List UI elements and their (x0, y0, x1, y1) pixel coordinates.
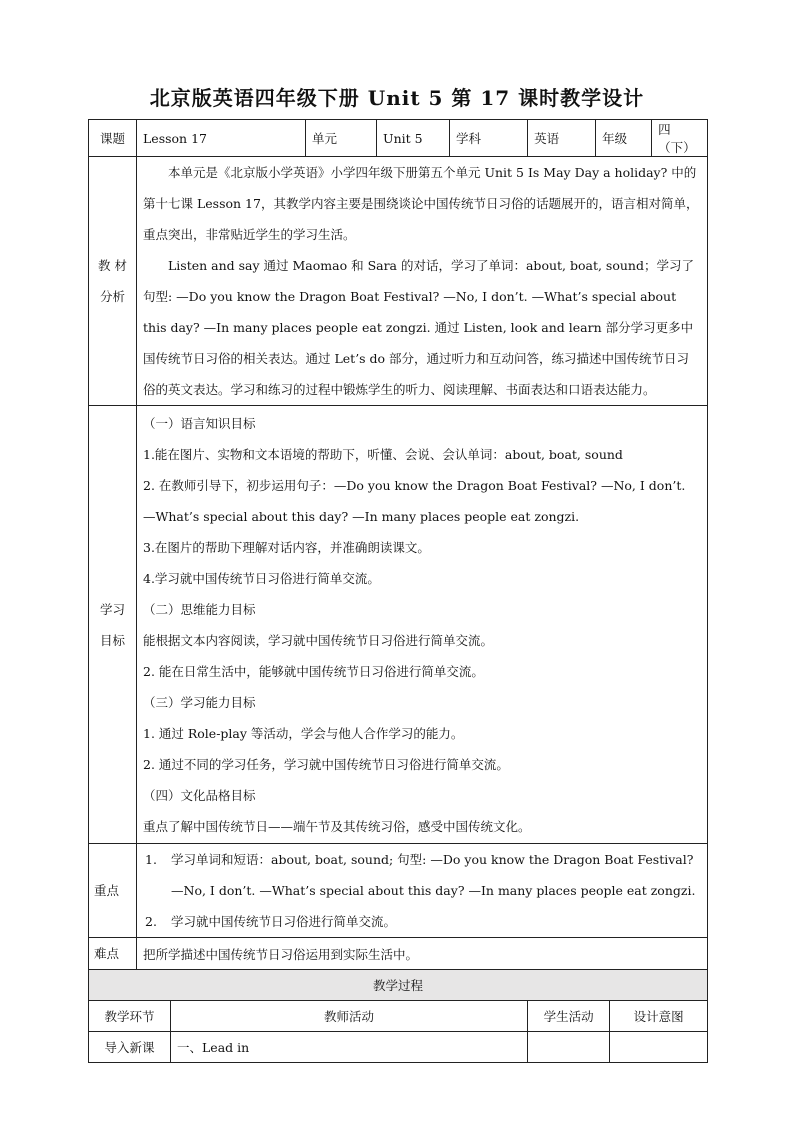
unit-label: 单元 (306, 120, 377, 157)
process-header: 教学过程 (89, 970, 708, 1001)
difficulty-row (89, 938, 708, 970)
material-label (89, 157, 137, 406)
goals-label-line1: 学习 (99, 601, 125, 617)
material-paragraph-1: 本单元是《北京版小学英语》小学四年级下册第五个单元 Unit 5 Is May Day a holiday? 中的第十七课 Lesson 17，其教学内容主要是围绕谈论中国传统节日习俗的话题展开的，语言相对简单，重点突出，非常贴近学生的学习生活。 (143, 165, 699, 242)
process-teacher-activity: 一、Lead in (171, 1032, 528, 1063)
goals-content (137, 406, 708, 844)
key-row (89, 844, 708, 938)
goals-item: 2. 能在日常生活中，能够就中国传统节日习俗进行简单交流。 (143, 663, 484, 679)
material-row (89, 157, 708, 406)
grade-value: 四（下） (652, 120, 708, 157)
process-design-intent (610, 1032, 708, 1063)
lesson-plan-table (88, 119, 708, 1063)
goals-item: 1.能在图片、实物和文本语境的帮助下，听懂、会说、会认单词：about, boat, sound (143, 446, 623, 462)
page-title: 北京版英语四年级下册 Unit 5 第 17 课时教学设计 (149, 86, 645, 110)
col-teacher-header: 教师活动 (171, 1001, 528, 1032)
process-row (89, 1032, 708, 1063)
goals-item: 3.在图片的帮助下理解对话内容，并准确朗读课文。 (143, 539, 430, 555)
header-row (89, 120, 708, 157)
key-item-1-number: 1. (145, 852, 157, 867)
material-content (137, 157, 708, 406)
goals-item: 1. 通过 Role-play 等活动，学会与他人合作学习的能力。 (143, 725, 464, 741)
difficulty-label: 难点 (89, 938, 137, 970)
goals-item: 重点了解中国传统节日——端午节及其传统习俗，感受中国传统文化。 (143, 818, 531, 834)
subject-value: 英语 (528, 120, 596, 157)
key-content (137, 844, 708, 938)
key-item-1-text: 学习单词和短语：about, boat, sound; 句型: —Do you know the Dragon Boat Festival? —No, I don’t. —What’s special about this day? —In many places people eat zongzi. (171, 852, 696, 898)
key-item-2 (145, 906, 701, 937)
goals-heading-4: （四）文化品格目标 (143, 787, 256, 803)
process-student-activity (528, 1032, 610, 1063)
material-label-line1: 教 材 (98, 258, 127, 273)
col-intent-header: 设计意图 (610, 1001, 708, 1032)
goals-item: 2. 通过不同的学习任务，学习就中国传统节日习俗进行简单交流。 (143, 756, 509, 772)
key-label: 重点 (89, 844, 137, 938)
goals-row (89, 406, 708, 844)
process-stage: 导入新课 (89, 1032, 171, 1063)
goals-item: 2. 在教师引导下，初步运用句子：—Do you know the Dragon Boat Festival? —No, I don’t. —What’s special about this day? —In many places people eat zongzi. (143, 477, 686, 524)
material-paragraph-2: Listen and say 通过 Maomao 和 Sara 的对话，学习了单词：about, boat, sound；学习了句型: —Do you know the Dragon Boat Festival? —No, I don’t. —What’s special about this day? —In many places people eat zongzi. 通过 Listen, look and learn 部分学习更多中国传统节日习俗的相关表达。通过 Let’s do 部分，通过听力和互动问答，练习描述中国传统节日习俗的英文表达。学习和练习的过程中锻炼学生的听力、阅读理解、书面表达和口语表达能力。 (143, 258, 694, 397)
col-student-header: 学生活动 (528, 1001, 610, 1032)
difficulty-text: 把所学描述中国传统节日习俗运用到实际生活中。 (137, 938, 708, 970)
grade-label: 年级 (596, 120, 652, 157)
col-stage-header: 教学环节 (89, 1001, 171, 1032)
goals-heading-3: （三）学习能力目标 (143, 694, 256, 710)
material-label-line2: 分析 (99, 289, 125, 304)
subject-label: 学科 (450, 120, 528, 157)
goals-label (89, 406, 137, 844)
goals-item: 4.学习就中国传统节日习俗进行简单交流。 (143, 570, 380, 586)
goals-item: 能根据文本内容阅读，学习就中国传统节日习俗进行简单交流。 (143, 632, 494, 648)
key-item-2-number: 2. (145, 914, 157, 929)
goals-label-line2: 目标 (99, 632, 125, 648)
unit-value: Unit 5 (377, 120, 450, 157)
goals-heading-2: （二）思维能力目标 (143, 601, 256, 617)
topic-label: 课题 (89, 120, 137, 157)
process-header-row (89, 970, 708, 1001)
key-item-2-text: 学习就中国传统节日习俗进行简单交流。 (171, 914, 397, 929)
process-columns-row (89, 1001, 708, 1032)
topic-value: Lesson 17 (137, 120, 306, 157)
goals-heading-1: （一）语言知识目标 (143, 415, 256, 431)
key-item-1 (145, 844, 701, 906)
